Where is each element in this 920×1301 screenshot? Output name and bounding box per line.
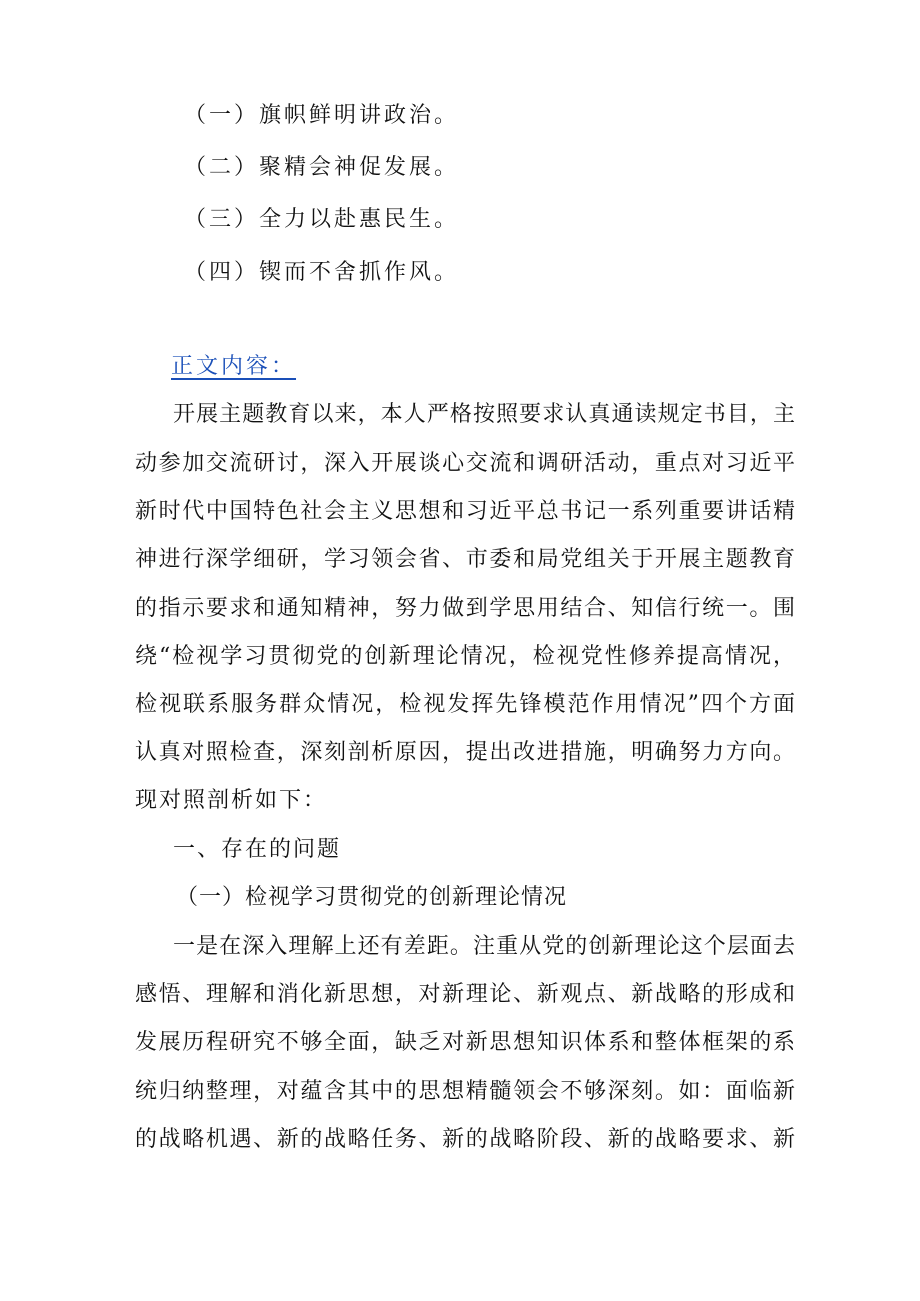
section-heading: 一、存在的问题: [173, 837, 342, 862]
intro-line-1: 开展主题教育以来，本人严格按照要求认真通读规定书目，主: [173, 402, 795, 427]
intro-line-7: 检视联系服务群众情况，检视发挥先锋模范作用情况”四个方面: [135, 692, 795, 717]
point-line-5: 的战略机遇、新的战略任务、新的战略阶段、新的战略要求、新: [135, 1127, 795, 1152]
intro-line-9: 现对照剖析如下：: [135, 788, 328, 813]
intro-line-2: 动参加交流研讨，深入开展谈心交流和调研活动，重点对习近平: [135, 451, 795, 476]
point-line-4: 统归纳整理，对蕴含其中的思想精髓领会不够深刻。如：面临新: [135, 1079, 795, 1104]
outline-item-3: （三）全力以赴惠民生。: [184, 207, 460, 232]
point-line-3: 发展历程研究不够全面，缺乏对新思想知识体系和整体框架的系: [135, 1030, 795, 1055]
outline-item-1: （一）旗帜鲜明讲政治。: [184, 103, 460, 128]
intro-line-5: 的指示要求和通知精神，努力做到学思用结合、知信行统一。围: [135, 596, 795, 621]
intro-line-3: 新时代中国特色社会主义思想和习近平总书记一系列重要讲话精: [135, 499, 795, 524]
outline-item-4: （四）锲而不舍抓作风。: [184, 260, 460, 285]
subsection-heading: （一）检视学习贯彻党的创新理论情况: [176, 885, 568, 910]
outline-item-2: （二）聚精会神促发展。: [184, 155, 460, 180]
body-content-link[interactable]: 正文内容：: [171, 354, 297, 379]
intro-line-4: 神进行深学细研，学习领会省、市委和局党组关于开展主题教育: [135, 547, 795, 572]
point-line-2: 感悟、理解和消化新思想，对新理论、新观点、新战略的形成和: [135, 982, 795, 1007]
intro-line-8: 认真对照检查，深刻剖析原因，提出改进措施，明确努力方向。: [135, 740, 795, 765]
intro-line-6: 绕“检视学习贯彻党的创新理论情况，检视党性修养提高情况，: [135, 644, 795, 669]
point-line-1: 一是在深入理解上还有差距。注重从党的创新理论这个层面去: [173, 934, 795, 959]
